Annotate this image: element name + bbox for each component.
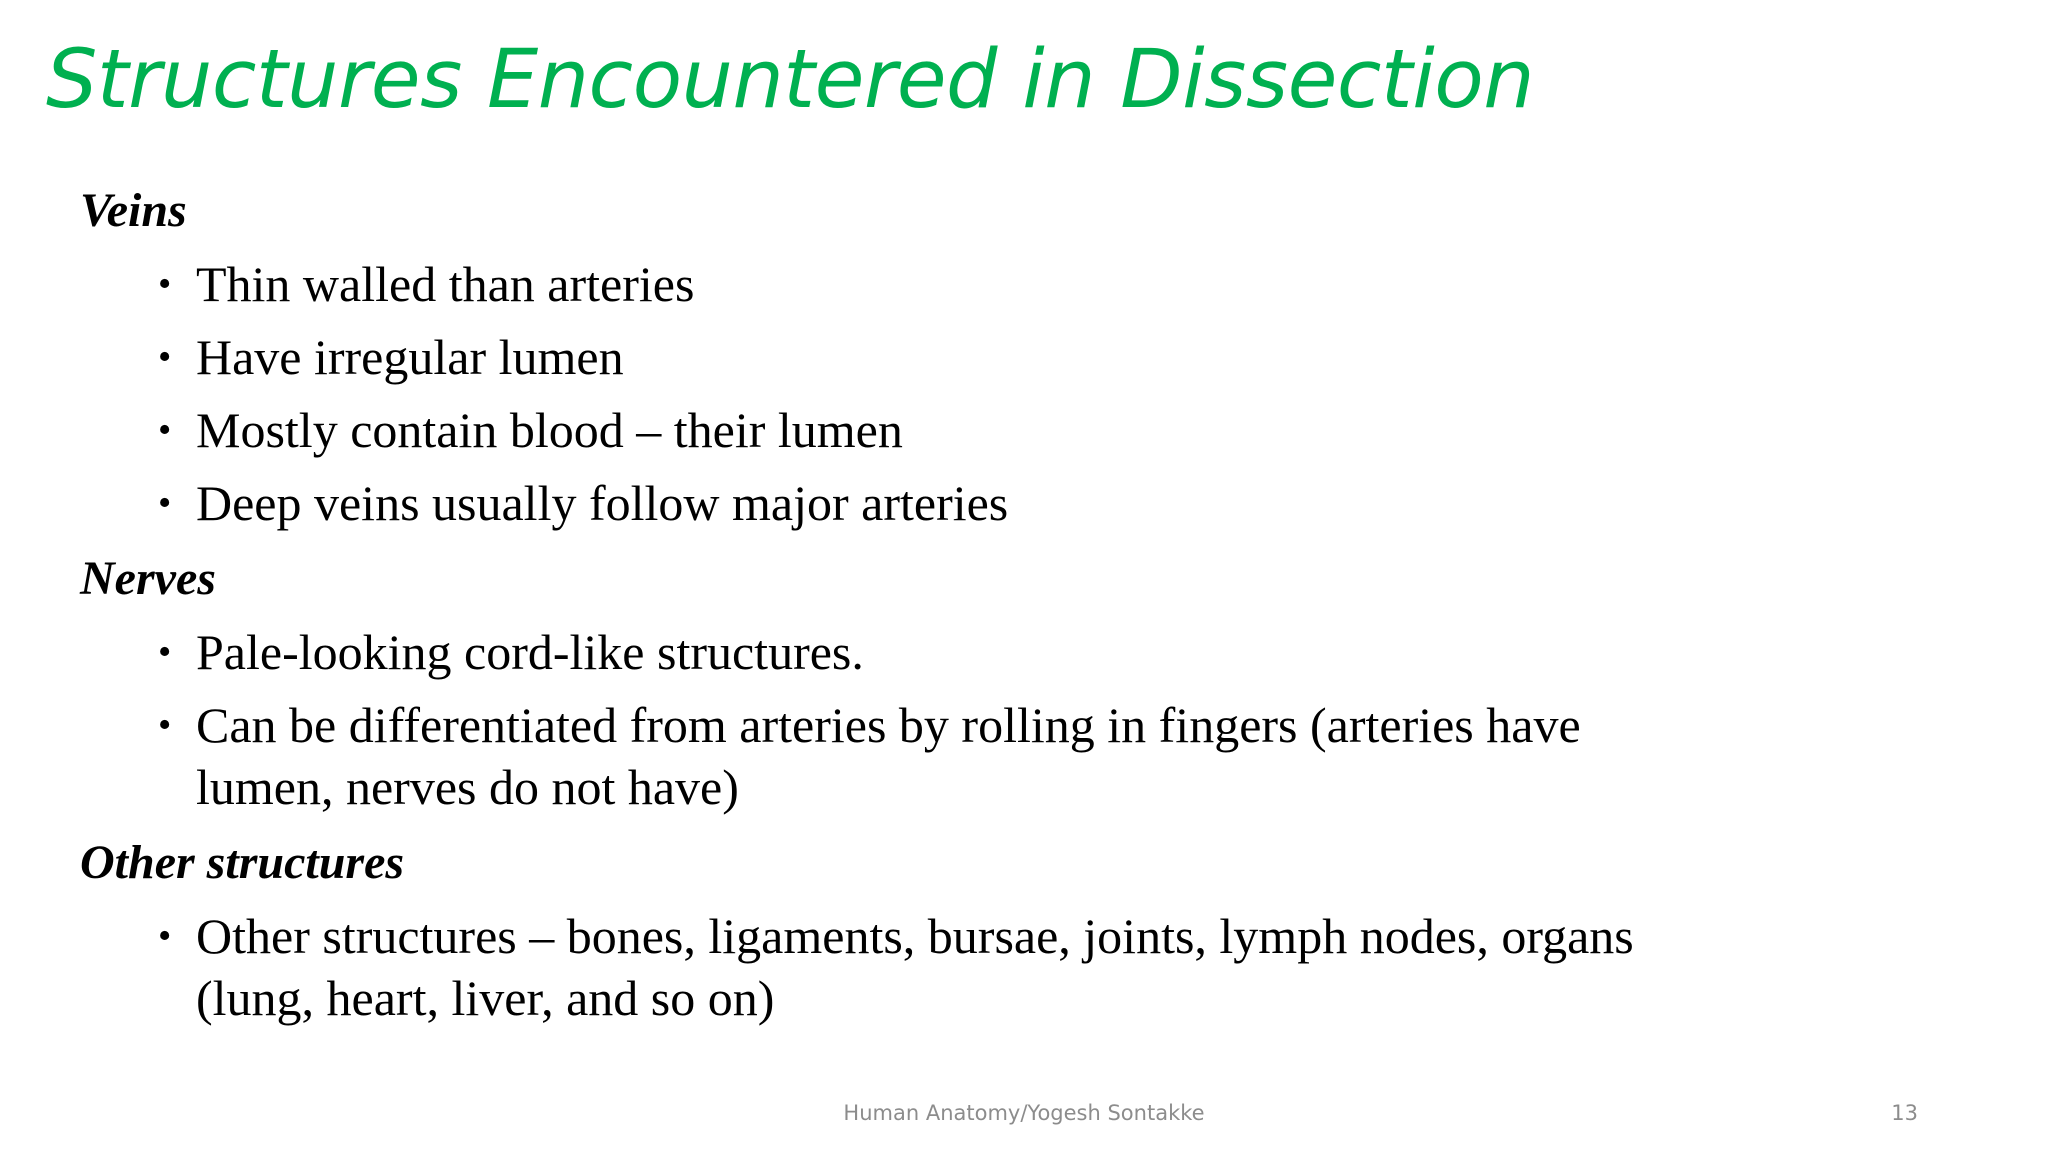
bullet-dot-icon: • — [158, 704, 172, 746]
bullet-text: Mostly contain blood – their lumen — [196, 402, 903, 458]
bullet-list — [80, 621, 1680, 818]
bullet-text: Can be differentiated from arteries by rolling in fingers (arteries have lumen, nerves do not have) — [196, 697, 1581, 815]
bullet-dot-icon: • — [158, 409, 172, 451]
bullet-dot-icon: • — [158, 263, 172, 305]
bullet-list — [80, 253, 1680, 534]
section-other-structures — [80, 832, 1680, 1029]
footer-text: Human Anatomy/Yogesh Sontakke — [843, 1101, 1205, 1125]
bullet-item — [80, 399, 1680, 461]
bullet-text: Other structures – bones, ligaments, bursae, joints, lymph nodes, organs (lung, heart, liver, and so on) — [196, 908, 1634, 1026]
bullet-text: Thin walled than arteries — [196, 256, 695, 312]
bullet-item — [80, 326, 1680, 388]
bullet-text: Have irregular lumen — [196, 329, 624, 385]
bullet-item — [80, 694, 1680, 818]
page-number: 13 — [1891, 1101, 1918, 1125]
section-heading: Veins — [80, 184, 187, 237]
bullet-item — [80, 905, 1680, 1029]
section-nerves — [80, 548, 1680, 818]
slide-title: Structures Encountered in Dissection — [46, 33, 1535, 127]
bullet-dot-icon: • — [158, 482, 172, 524]
bullet-dot-icon: • — [158, 336, 172, 378]
bullet-text: Pale-looking cord-like structures. — [196, 624, 864, 680]
slide-content — [80, 180, 1680, 1029]
bullet-list — [80, 905, 1680, 1029]
bullet-item — [80, 253, 1680, 315]
bullet-dot-icon: • — [158, 631, 172, 673]
section-heading: Other structures — [80, 836, 405, 889]
bullet-item — [80, 472, 1680, 534]
bullet-item — [80, 621, 1680, 683]
bullet-dot-icon: • — [158, 915, 172, 957]
bullet-text: Deep veins usually follow major arteries — [196, 475, 1009, 531]
section-veins — [80, 180, 1680, 534]
section-heading: Nerves — [80, 552, 216, 605]
